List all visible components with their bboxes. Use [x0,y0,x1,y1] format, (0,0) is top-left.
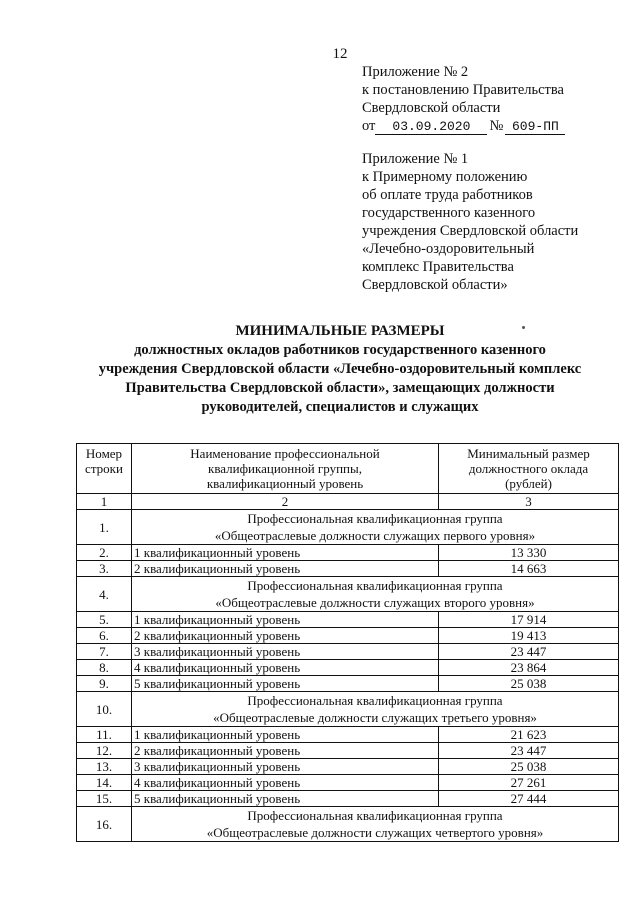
qualification-level: 2 квалификационный уровень [132,628,439,644]
annex-1-line: учреждения Свердловской области [362,223,579,239]
title-line: руководителей, специалистов и служащих [201,399,479,415]
group-title-line: «Общеотраслевые должности служащих четвертого уровня» [206,825,544,840]
group-title [132,692,619,727]
group-title-line: «Общеотраслевые должности служащих первого уровня» [214,528,536,543]
salary-value: 19 413 [439,628,619,644]
qualification-level: 2 квалификационный уровень [132,743,439,759]
table-row [77,743,619,759]
header-text: строки [85,461,123,476]
annex-2-header [362,63,565,135]
row-number: 8. [77,660,132,676]
header-min-salary [439,444,619,494]
group-title-line: Профессиональная квалификационная группа [247,578,503,593]
annex-1-line: «Лечебно-оздоровительный [362,241,535,257]
header-text: (рублей) [505,476,552,491]
salary-value: 13 330 [439,545,619,561]
header-text: Минимальный размер [467,446,590,461]
table-row [77,759,619,775]
row-number: 7. [77,644,132,660]
table-body [77,510,619,842]
decree-number: 609-ПП [505,119,565,135]
header-text: Наименование профессиональной [190,446,380,461]
group-title-line: «Общеотраслевые должности служащих второго уровня» [215,595,535,610]
header-text: квалификационный уровень [206,476,364,491]
qualification-level: 1 квалификационный уровень [132,545,439,561]
row-number: 5. [77,612,132,628]
table-row [77,628,619,644]
title-line: учреждения Свердловской области «Лечебно-оздоровительный комплекс [98,361,582,377]
row-number: 4. [77,577,132,612]
header-group-name [132,444,439,494]
annex-2-line: Свердловской области [362,100,501,116]
number-label: № [489,118,504,134]
annex-1-line: комплекс Правительства [362,259,514,275]
qualification-level: 5 квалификационный уровень [132,791,439,807]
table-row [77,676,619,692]
salary-value: 23 864 [439,660,619,676]
annex-1-header [362,150,578,294]
column-number: 1 [77,494,132,510]
annex-2-line: к постановлению Правительства [362,82,564,98]
table-group-row [77,807,619,842]
header-row-number [77,444,132,494]
table-group-row [77,577,619,612]
from-label: от [362,118,376,134]
table-row [77,545,619,561]
decree-date: 03.09.2020 [375,119,487,135]
salary-value: 27 444 [439,791,619,807]
qualification-level: 4 квалификационный уровень [132,660,439,676]
row-number: 1. [77,510,132,545]
table-group-row [77,510,619,545]
row-number: 11. [77,727,132,743]
page-number: 12 [332,46,348,62]
group-title [132,510,619,545]
group-title-line: «Общеотраслевые должности служащих третьего уровня» [213,710,537,725]
salary-value: 25 038 [439,676,619,692]
annex-2-line: Приложение № 2 [362,64,469,80]
table-row [77,612,619,628]
salary-value: 25 038 [439,759,619,775]
salary-value: 23 447 [439,743,619,759]
group-title-line: Профессиональная квалификационная группа [247,511,503,526]
qualification-level: 5 квалификационный уровень [132,676,439,692]
table-row [77,727,619,743]
salary-value: 27 261 [439,775,619,791]
row-number: 13. [77,759,132,775]
row-number: 14. [77,775,132,791]
annex-1-line: об оплате труда работников [362,187,533,203]
group-title [132,807,619,842]
decree-date-line [362,117,565,135]
table-header-row [77,444,619,494]
table-row [77,791,619,807]
qualification-level: 4 квалификационный уровень [132,775,439,791]
header-text: должностного оклада [468,461,589,476]
title-line: Правительства Свердловской области», замещающих должности [125,380,555,396]
column-numbers-row [77,494,619,510]
column-number: 3 [439,494,619,510]
table-group-row [77,692,619,727]
salary-value: 17 914 [439,612,619,628]
salary-value: 23 447 [439,644,619,660]
salary-value: 14 663 [439,561,619,577]
header-text: квалификационной группы, [208,461,362,476]
group-title [132,577,619,612]
header-text: Номер [85,446,123,461]
row-number: 2. [77,545,132,561]
row-number: 15. [77,791,132,807]
group-title-line: Профессиональная квалификационная группа [247,808,503,823]
annex-1-line: государственного казенного [362,205,536,221]
row-number: 3. [77,561,132,577]
group-title-line: Профессиональная квалификационная группа [247,693,503,708]
title-line: МИНИМАЛЬНЫЕ РАЗМЕРЫ [235,323,445,339]
annex-1-line: Приложение № 1 [362,151,469,167]
qualification-level: 3 квалификационный уровень [132,644,439,660]
row-number: 12. [77,743,132,759]
document-title [60,322,620,417]
column-number: 2 [132,494,439,510]
salary-table [76,443,619,842]
annex-1-line: Свердловской области» [362,277,508,293]
qualification-level: 1 квалификационный уровень [132,727,439,743]
table-row [77,644,619,660]
table-row [77,775,619,791]
row-number: 9. [77,676,132,692]
title-line: должностных окладов работников государственного казенного [134,342,546,358]
qualification-level: 1 квалификационный уровень [132,612,439,628]
table-row [77,561,619,577]
row-number: 10. [77,692,132,727]
row-number: 16. [77,807,132,842]
qualification-level: 2 квалификационный уровень [132,561,439,577]
annex-1-line: к Примерному положению [362,169,528,185]
salary-value: 21 623 [439,727,619,743]
table-row [77,660,619,676]
row-number: 6. [77,628,132,644]
qualification-level: 3 квалификационный уровень [132,759,439,775]
